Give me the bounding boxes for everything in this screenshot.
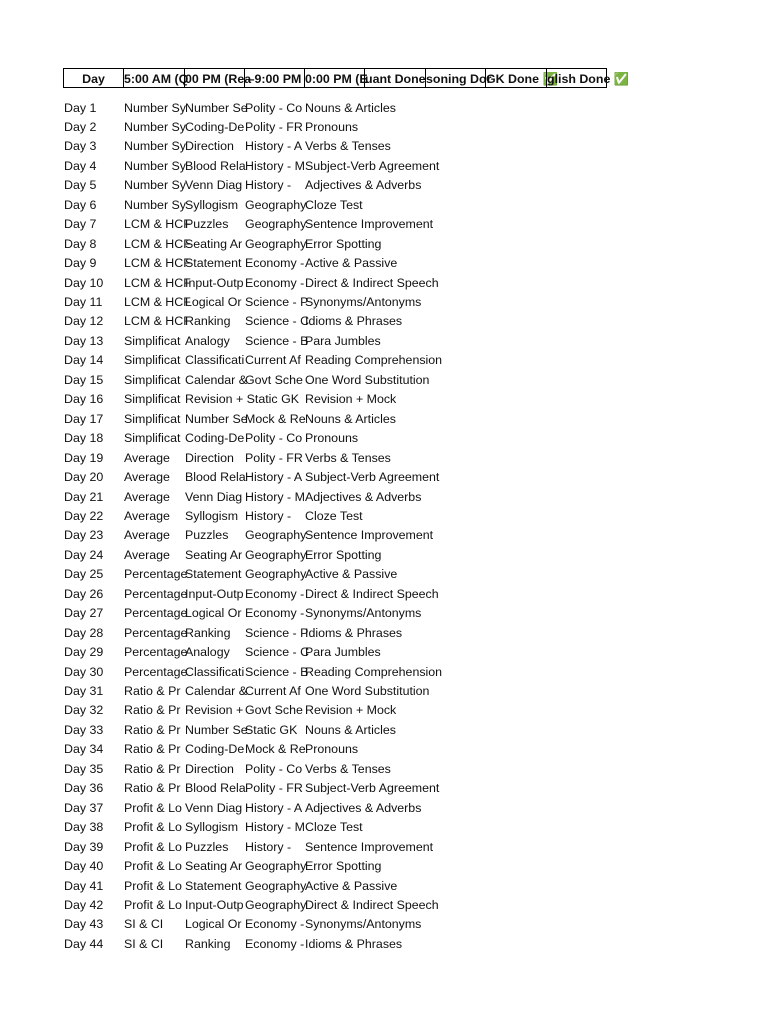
- reasoning-cell[interactable]: Direction: [185, 450, 234, 465]
- reasoning-cell[interactable]: Analogy: [185, 333, 230, 348]
- reasoning-cell[interactable]: Coding-De: [185, 119, 245, 134]
- reasoning-cell[interactable]: Venn Diag: [185, 489, 243, 504]
- gk-cell[interactable]: History - M: [245, 158, 305, 173]
- day-cell[interactable]: Day 4: [64, 158, 97, 173]
- quant-cell[interactable]: LCM & HCF: [124, 275, 191, 290]
- quant-cell[interactable]: Ratio & Pr: [124, 742, 181, 757]
- english-cell[interactable]: Para Jumbles: [305, 645, 381, 660]
- gk-cell[interactable]: History - A: [245, 470, 303, 485]
- day-cell[interactable]: Day 36: [64, 781, 104, 796]
- gk-cell[interactable]: Science - C: [245, 314, 310, 329]
- day-cell[interactable]: Day 33: [64, 722, 104, 737]
- quant-cell[interactable]: Average: [124, 508, 170, 523]
- day-cell[interactable]: Day 24: [64, 547, 104, 562]
- quant-cell[interactable]: Ratio & Pr: [124, 703, 181, 718]
- day-cell[interactable]: Day 28: [64, 625, 104, 640]
- english-cell[interactable]: Sentence Improvement: [305, 217, 434, 232]
- quant-cell[interactable]: Profit & Lo: [124, 897, 182, 912]
- quant-cell[interactable]: Profit & Lo: [124, 800, 182, 815]
- day-cell[interactable]: Day 6: [64, 197, 97, 212]
- quant-cell[interactable]: Ratio & Pr: [124, 761, 181, 776]
- quant-cell[interactable]: Ratio & Pr: [124, 722, 181, 737]
- english-cell[interactable]: Verbs & Tenses: [305, 139, 391, 154]
- day-cell[interactable]: Day 31: [64, 684, 104, 698]
- day-cell[interactable]: Day 37: [64, 800, 104, 815]
- gk-cell[interactable]: History -: [245, 839, 292, 854]
- english-cell[interactable]: Idioms & Phrases: [305, 314, 403, 329]
- day-cell[interactable]: Day 9: [64, 256, 97, 271]
- quant-cell[interactable]: Percentage: [124, 625, 188, 640]
- quant-cell[interactable]: Number Sy: [124, 100, 186, 115]
- header-cell[interactable]: Day: [63, 68, 124, 88]
- reasoning-cell[interactable]: Input-Outp: [185, 586, 244, 601]
- gk-cell[interactable]: Polity - FR: [245, 119, 303, 134]
- reasoning-cell[interactable]: Blood Rela: [185, 470, 246, 485]
- english-cell[interactable]: Para Jumbles: [305, 333, 381, 348]
- english-cell[interactable]: Error Spotting: [305, 547, 382, 562]
- reasoning-cell[interactable]: Ranking: [185, 936, 231, 951]
- day-cell[interactable]: Day 13: [64, 333, 104, 348]
- day-cell[interactable]: Day 22: [64, 508, 104, 523]
- english-cell[interactable]: Synonyms/Antonyms: [305, 917, 422, 932]
- quant-cell[interactable]: Profit & Lo: [124, 878, 182, 893]
- english-cell[interactable]: Synonyms/Antonyms: [305, 606, 422, 621]
- gk-cell[interactable]: Economy -: [245, 275, 305, 290]
- reasoning-cell[interactable]: Coding-De: [185, 431, 245, 446]
- day-cell[interactable]: Day 34: [64, 742, 104, 757]
- english-cell[interactable]: Subject-Verb Agreement: [305, 470, 440, 485]
- day-cell[interactable]: Day 26: [64, 586, 104, 601]
- gk-cell[interactable]: Geography: [245, 897, 307, 912]
- gk-cell[interactable]: Science - C: [245, 645, 310, 660]
- gk-cell[interactable]: Geography: [245, 197, 307, 212]
- header-cell[interactable]: soning Dor: [425, 68, 486, 88]
- reasoning-cell[interactable]: Direction: [185, 139, 234, 154]
- gk-cell[interactable]: Mock & Re: [245, 411, 306, 426]
- day-cell[interactable]: Day 41: [64, 878, 104, 893]
- quant-cell[interactable]: Ratio & Pr: [124, 684, 181, 698]
- english-cell[interactable]: Adjectives & Adverbs: [305, 800, 422, 815]
- english-cell[interactable]: Cloze Test: [305, 197, 363, 212]
- english-cell[interactable]: Revision + Mock: [305, 392, 397, 407]
- reasoning-cell[interactable]: Number Se: [185, 411, 248, 426]
- day-cell[interactable]: Day 43: [64, 917, 104, 932]
- gk-cell[interactable]: Geography: [245, 859, 307, 874]
- english-cell[interactable]: Synonyms/Antonyms: [305, 295, 422, 309]
- reasoning-cell[interactable]: Logical Or: [185, 606, 242, 621]
- english-cell[interactable]: Idioms & Phrases: [305, 625, 403, 640]
- reasoning-cell[interactable]: Venn Diag: [185, 800, 243, 815]
- reasoning-cell[interactable]: Classificati: [185, 353, 245, 368]
- quant-cell[interactable]: Ratio & Pr: [124, 781, 181, 796]
- day-cell[interactable]: Day 3: [64, 139, 97, 154]
- english-cell[interactable]: Nouns & Articles: [305, 411, 396, 426]
- gk-cell[interactable]: Economy -: [245, 936, 305, 951]
- gk-cell[interactable]: Current Af: [245, 684, 301, 698]
- day-cell[interactable]: Day 44: [64, 936, 104, 951]
- quant-cell[interactable]: Number Sy: [124, 197, 186, 212]
- day-cell[interactable]: Day 5: [64, 178, 97, 193]
- gk-cell[interactable]: History - A: [245, 800, 303, 815]
- gk-cell[interactable]: Static GK: [245, 722, 298, 737]
- quant-cell[interactable]: Simplificat: [124, 353, 181, 368]
- day-cell[interactable]: Day 23: [64, 528, 104, 543]
- header-cell[interactable]: 00 PM (Rea: [184, 68, 245, 88]
- day-cell[interactable]: Day 40: [64, 859, 104, 874]
- quant-cell[interactable]: Percentage: [124, 664, 188, 679]
- quant-cell[interactable]: Average: [124, 547, 170, 562]
- quant-cell[interactable]: LCM & HCF: [124, 256, 191, 271]
- reasoning-cell[interactable]: Syllogism: [185, 820, 239, 835]
- reasoning-cell[interactable]: Venn Diag: [185, 178, 243, 193]
- reasoning-cell[interactable]: Analogy: [185, 645, 230, 660]
- quant-cell[interactable]: Simplificat: [124, 333, 181, 348]
- quant-cell[interactable]: Number Sy: [124, 139, 186, 154]
- english-cell[interactable]: Adjectives & Adverbs: [305, 178, 422, 193]
- day-cell[interactable]: Day 16: [64, 392, 104, 407]
- header-cell[interactable]: glish Done ✅: [546, 68, 607, 88]
- quant-cell[interactable]: Profit & Lo: [124, 859, 182, 874]
- gk-cell[interactable]: Mock & Re: [245, 742, 306, 757]
- day-cell[interactable]: Day 7: [64, 217, 97, 232]
- reasoning-cell[interactable]: Number Se: [185, 100, 248, 115]
- gk-cell[interactable]: History - M: [245, 489, 305, 504]
- english-cell[interactable]: Verbs & Tenses: [305, 450, 391, 465]
- reasoning-cell[interactable]: Revision + Static GK: [185, 392, 299, 407]
- gk-cell[interactable]: [245, 390, 304, 409]
- english-cell[interactable]: Active & Passive: [305, 567, 398, 582]
- reasoning-cell[interactable]: Calendar &: [185, 684, 247, 698]
- reasoning-cell[interactable]: Statement: [185, 878, 242, 893]
- header-cell[interactable]: 5:00 AM (Q: [123, 68, 185, 88]
- day-cell[interactable]: Day 39: [64, 839, 104, 854]
- english-cell[interactable]: Idioms & Phrases: [305, 936, 403, 951]
- day-cell[interactable]: Day 10: [64, 275, 104, 290]
- english-cell[interactable]: Cloze Test: [305, 508, 363, 523]
- english-cell[interactable]: Adjectives & Adverbs: [305, 489, 422, 504]
- quant-cell[interactable]: LCM & HCF: [124, 217, 191, 232]
- reasoning-cell[interactable]: Logical Or: [185, 917, 242, 932]
- day-cell[interactable]: Day 11: [64, 295, 103, 309]
- day-cell[interactable]: Day 15: [64, 372, 104, 387]
- english-cell[interactable]: Direct & Indirect Speech: [305, 275, 439, 290]
- quant-cell[interactable]: Number Sy: [124, 119, 186, 134]
- reasoning-cell[interactable]: Blood Rela: [185, 781, 246, 796]
- gk-cell[interactable]: Current Af: [245, 353, 301, 368]
- header-cell[interactable]: 0:00 PM (E: [304, 68, 365, 88]
- quant-cell[interactable]: LCM & HCF: [124, 295, 191, 309]
- reasoning-cell[interactable]: Puzzles: [185, 528, 229, 543]
- gk-cell[interactable]: Polity - Co: [245, 431, 303, 446]
- gk-cell[interactable]: Govt Sche: [245, 372, 303, 387]
- quant-cell[interactable]: Average: [124, 528, 170, 543]
- gk-cell[interactable]: Economy -: [245, 586, 305, 601]
- gk-cell[interactable]: Govt Sche: [245, 703, 303, 718]
- quant-cell[interactable]: Profit & Lo: [124, 820, 182, 835]
- day-cell[interactable]: Day 32: [64, 703, 104, 718]
- english-cell[interactable]: Pronouns: [305, 742, 359, 757]
- reasoning-cell[interactable]: Seating Ar: [185, 547, 243, 562]
- day-cell[interactable]: Day 21: [64, 489, 104, 504]
- day-cell[interactable]: Day 17: [64, 411, 104, 426]
- day-cell[interactable]: Day 35: [64, 761, 104, 776]
- reasoning-cell[interactable]: Statement: [185, 567, 242, 582]
- reasoning-cell[interactable]: Input-Outp: [185, 275, 244, 290]
- english-cell[interactable]: Subject-Verb Agreement: [305, 781, 440, 796]
- quant-cell[interactable]: Simplificat: [124, 392, 181, 407]
- english-cell[interactable]: Pronouns: [305, 119, 359, 134]
- gk-cell[interactable]: Science - B: [245, 333, 309, 348]
- reasoning-cell[interactable]: Ranking: [185, 314, 231, 329]
- day-cell[interactable]: Day 12: [64, 314, 104, 329]
- gk-cell[interactable]: Polity - Co: [245, 100, 303, 115]
- reasoning-cell[interactable]: Blood Rela: [185, 158, 246, 173]
- gk-cell[interactable]: Economy -: [245, 606, 305, 621]
- quant-cell[interactable]: Simplificat: [124, 431, 181, 446]
- day-cell[interactable]: Day 8: [64, 236, 97, 251]
- gk-cell[interactable]: Polity - FR: [245, 781, 303, 796]
- gk-cell[interactable]: Science - B: [245, 664, 309, 679]
- reasoning-cell[interactable]: Seating Ar: [185, 236, 243, 251]
- english-cell[interactable]: Error Spotting: [305, 236, 382, 251]
- header-cell[interactable]: GK Done ✅: [485, 68, 547, 88]
- gk-cell[interactable]: Economy -: [245, 917, 305, 932]
- reasoning-cell[interactable]: Ranking: [185, 625, 231, 640]
- quant-cell[interactable]: Number Sy: [124, 178, 186, 193]
- english-cell[interactable]: One Word Substitution: [305, 684, 430, 698]
- quant-cell[interactable]: Simplificat: [124, 411, 181, 426]
- quant-cell[interactable]: Average: [124, 489, 170, 504]
- day-cell[interactable]: Day 25: [64, 567, 104, 582]
- gk-cell[interactable]: Geography: [245, 217, 307, 232]
- quant-cell[interactable]: Average: [124, 450, 170, 465]
- reasoning-cell[interactable]: Coding-De: [185, 742, 245, 757]
- gk-cell[interactable]: History - A: [245, 139, 303, 154]
- english-cell[interactable]: Direct & Indirect Speech: [305, 897, 439, 912]
- reasoning-cell[interactable]: Puzzles: [185, 839, 229, 854]
- english-cell[interactable]: Sentence Improvement: [305, 839, 434, 854]
- reasoning-cell[interactable]: Seating Ar: [185, 859, 243, 874]
- reasoning-cell[interactable]: Number Se: [185, 722, 248, 737]
- english-cell[interactable]: Direct & Indirect Speech: [305, 586, 439, 601]
- day-cell[interactable]: Day 38: [64, 820, 104, 835]
- day-cell[interactable]: Day 20: [64, 470, 104, 485]
- english-cell[interactable]: Active & Passive: [305, 256, 398, 271]
- reasoning-cell[interactable]: Syllogism: [185, 508, 239, 523]
- gk-cell[interactable]: Economy -: [245, 256, 305, 271]
- reasoning-cell[interactable]: Direction: [185, 761, 234, 776]
- reasoning-cell[interactable]: Statement: [185, 256, 242, 271]
- english-cell[interactable]: Verbs & Tenses: [305, 761, 391, 776]
- quant-cell[interactable]: Percentage: [124, 645, 188, 660]
- day-cell[interactable]: Day 30: [64, 664, 104, 679]
- reasoning-cell[interactable]: Logical Or: [185, 295, 242, 309]
- reasoning-cell[interactable]: Calendar &: [185, 372, 247, 387]
- english-cell[interactable]: Reading Comprehension: [305, 664, 443, 679]
- gk-cell[interactable]: Geography: [245, 567, 307, 582]
- gk-cell[interactable]: Geography: [245, 528, 307, 543]
- quant-cell[interactable]: Number Sy: [124, 158, 186, 173]
- gk-cell[interactable]: History -: [245, 508, 292, 523]
- reasoning-cell[interactable]: Puzzles: [185, 217, 229, 232]
- quant-cell[interactable]: Percentage: [124, 567, 188, 582]
- quant-cell[interactable]: Percentage: [124, 606, 188, 621]
- header-cell[interactable]: uant Done: [364, 68, 426, 88]
- quant-cell[interactable]: Percentage: [124, 586, 188, 601]
- english-cell[interactable]: Cloze Test: [305, 820, 363, 835]
- english-cell[interactable]: Nouns & Articles: [305, 722, 396, 737]
- quant-cell[interactable]: SI & CI: [124, 936, 164, 951]
- reasoning-cell[interactable]: Syllogism: [185, 197, 239, 212]
- reasoning-cell[interactable]: Revision +: [185, 703, 244, 718]
- day-cell[interactable]: Day 19: [64, 450, 104, 465]
- english-cell[interactable]: Sentence Improvement: [305, 528, 434, 543]
- reasoning-cell[interactable]: Classificati: [185, 664, 245, 679]
- quant-cell[interactable]: Average: [124, 470, 170, 485]
- day-cell[interactable]: Day 2: [64, 119, 97, 134]
- gk-cell[interactable]: Science - P: [245, 625, 309, 640]
- gk-cell[interactable]: Geography: [245, 878, 307, 893]
- day-cell[interactable]: Day 29: [64, 645, 104, 660]
- english-cell[interactable]: Subject-Verb Agreement: [305, 158, 440, 173]
- english-cell[interactable]: Reading Comprehension: [305, 353, 443, 368]
- gk-cell[interactable]: History -: [245, 178, 292, 193]
- quant-cell[interactable]: SI & CI: [124, 917, 164, 932]
- reasoning-cell[interactable]: Input-Outp: [185, 897, 244, 912]
- english-cell[interactable]: Active & Passive: [305, 878, 398, 893]
- gk-cell[interactable]: Geography: [245, 236, 307, 251]
- english-cell[interactable]: Pronouns: [305, 431, 359, 446]
- gk-cell[interactable]: Science - P: [245, 295, 309, 309]
- quant-cell[interactable]: LCM & HCF: [124, 236, 191, 251]
- day-cell[interactable]: Day 27: [64, 606, 104, 621]
- day-cell[interactable]: Day 1: [64, 100, 97, 115]
- quant-cell[interactable]: LCM & HCF: [124, 314, 191, 329]
- gk-cell[interactable]: Geography: [245, 547, 307, 562]
- day-cell[interactable]: Day 18: [64, 431, 104, 446]
- english-cell[interactable]: Revision + Mock: [305, 703, 397, 718]
- quant-cell[interactable]: Profit & Lo: [124, 839, 182, 854]
- header-cell[interactable]: –9:00 PM: [244, 68, 305, 88]
- english-cell[interactable]: One Word Substitution: [305, 372, 430, 387]
- english-cell[interactable]: Error Spotting: [305, 859, 382, 874]
- gk-cell[interactable]: Polity - FR: [245, 450, 303, 465]
- gk-cell[interactable]: Polity - Co: [245, 761, 303, 776]
- quant-cell[interactable]: Simplificat: [124, 372, 181, 387]
- gk-cell[interactable]: History - M: [245, 820, 305, 835]
- english-cell[interactable]: Nouns & Articles: [305, 100, 396, 115]
- day-cell[interactable]: Day 42: [64, 897, 104, 912]
- day-cell[interactable]: Day 14: [64, 353, 104, 368]
